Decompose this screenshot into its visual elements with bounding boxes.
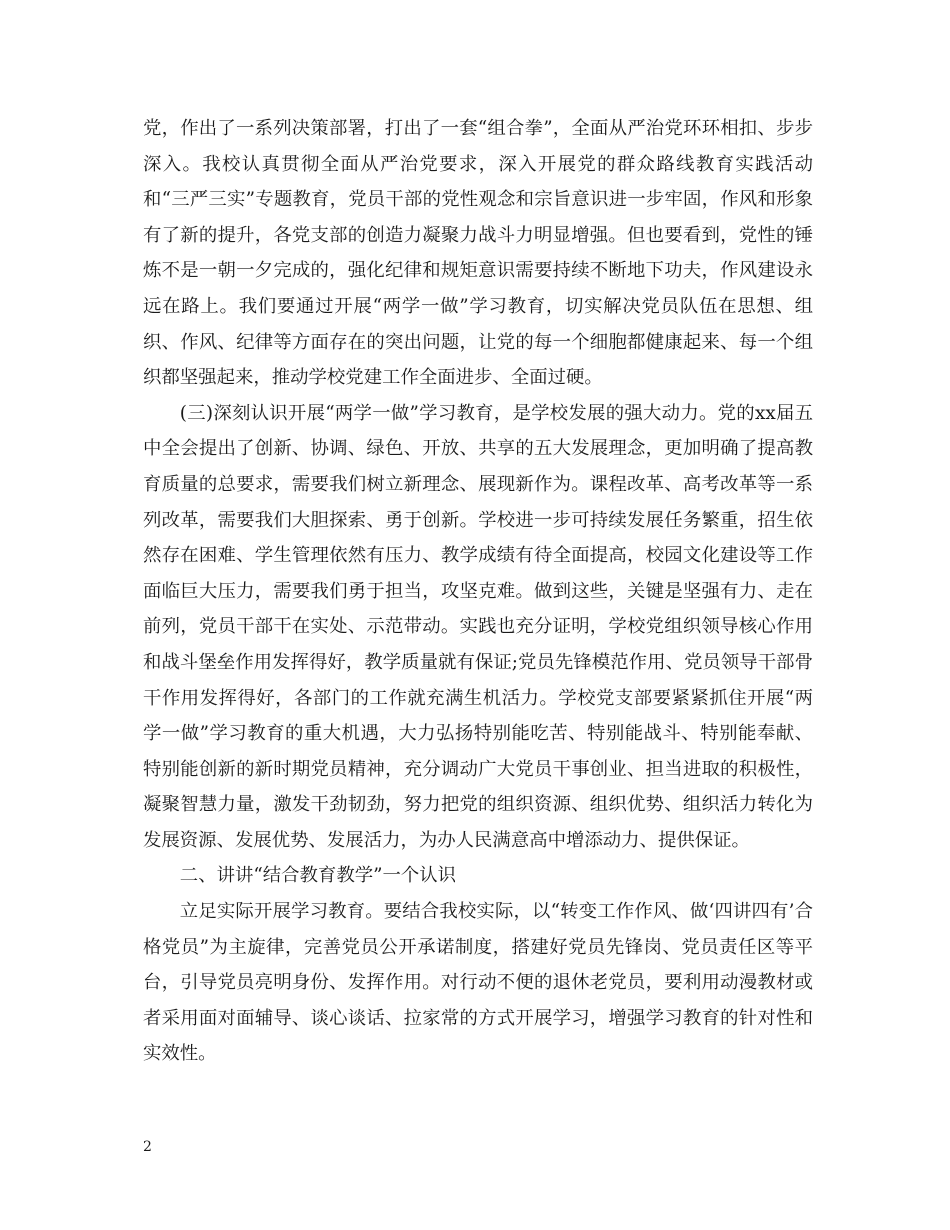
section-heading: 二、讲讲“结合教育教学”一个认识: [179, 865, 457, 887]
paragraph-continuation: 党，作出了一系列决策部署，打出了一套“组合拳”，全面从严治党环环相扣、步步深入。我校认真贯彻全面从严治党要求，深入开展党的群众路线教育实践活动和“三严三实”专题教育，党员干部的党性观念和宗旨意识进一步牢固，作风和形象有了新的提升，各党支部的创造力凝聚力战斗力明显增强。但也要看到，党性的锤炼不是一朝一夕完成的，强化纪律和规矩意识需要持续不断地下功夫，作风建设永远在路上。我们要通过开展“两学一做”学习教育，切实解决党员队伍在思想、组织、作风、纪律等方面存在的突出问题，让党的每一个细胞都健康起来、每一个组织都坚强起来，推动学校党建工作全面进步、全面过硬。: [143, 118, 813, 389]
paragraph-practice: 立足实际开展学习教育。要结合我校实际，以“转变工作作风、做‘四讲四有’合格党员”为主旋律，完善党员公开承诺制度，搭建好党员先锋岗、党员责任区等平台，引导党员亮明身份、发挥作用。对行动不便的退休老党员，要利用动漫教材或者采用面对面辅导、谈心谈话、拉家常的方式开展学习，增强学习教育的针对性和实效性。: [143, 901, 813, 1065]
document-body: [143, 111, 813, 1072]
paragraph-section-three: (三)深刻认识开展“两学一做”学习教育，是学校发展的强大动力。党的xx届五中全会提出了创新、协调、绿色、开放、共享的五大发展理念，更加明确了提高教育质量的总要求，需要我们树立新理念、展现新作为。课程改革、高考改革等一系列改革，需要我们大胆探索、勇于创新。学校进一步可持续发展任务繁重，招生依然存在困难、学生管理依然有压力、教学成绩有待全面提高，校园文化建设等工作面临巨大压力，需要我们勇于担当，攻坚克难。做到这些，关键是坚强有力、走在前列，党员干部干在实处、示范带动。实践也充分证明，学校党组织领导核心作用和战斗堡垒作用发挥得好，教学质量就有保证;党员先锋模范作用、党员领导干部骨干作用发挥得好，各部门的工作就充满生机活力。学校党支部要紧紧抓住开展“两学一做”学习教育的重大机遇，大力弘扬特别能吃苦、特别能战斗、特别能奉献、特别能创新的新时期党员精神，充分调动广大党员干事创业、担当进取的积极性，凝聚智慧力量，激发干劲韧劲，努力把党的组织资源、组织优势、组织活力转化为发展资源、发展优势、发展活力，为办人民满意高中增添动力、提供保证。: [143, 402, 813, 851]
page-number: 2: [143, 1139, 152, 1155]
